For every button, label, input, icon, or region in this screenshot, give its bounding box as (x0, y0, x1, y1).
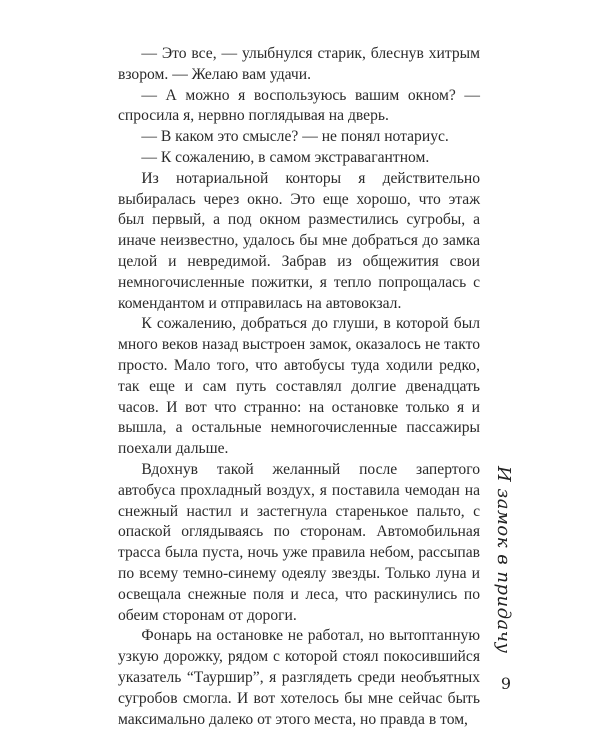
running-title: И замок в придачу (493, 466, 514, 654)
body-text (118, 44, 480, 730)
paragraph: — В каком это смысле? — не понял нотариус. (141, 128, 449, 146)
paragraph: Фонарь на остановке не работал, но вытоптанную узкую дорожку, рядом с которой стоял покосившийся указатель “Тауршир”, я разглядеть среди необъятных сугробов смогла. И вот хотелось бы мне сейчас быть максимально далеко от этого места, но правда в том, (118, 627, 480, 728)
paragraph: — А можно я воспользуюсь вашим окном? — спросила я, нервно поглядывая на дверь. (118, 86, 480, 125)
paragraph: — К сожалению, в самом экстравагантном. (141, 148, 430, 166)
paragraph: Вдохнув такой желанный после запертого автобуса прохладный воздух, я поставила чемодан на снежный настил и застегнула старенькое пальто, с опаской оглядываясь по сторонам. Автомобильная трасса была пуста, ночь уже правила небом, рассыпав по всему темно-синему одеялу звезды. Только луна и освещала снежные поля и леса, что раскинулись по обеим сторонам от дороги. (118, 460, 480, 624)
paragraph: К сожалению, добраться до глуши, в которой был много веков назад выстроен замок, оказалось не такто просто. Мало того, что автобусы туда ходили редко, так еще и сам путь составлял долгие двенадцать часов. И вот что странно: на остановке только я и вышла, а остальные немногочисленные пассажиры поехали дальше. (118, 315, 480, 458)
paragraph: — Это все, — улыбнулся старик, блеснув хитрым взором. — Желаю вам удачи. (118, 45, 480, 83)
paragraph: Из нотариальной конторы я действительно выбиралась через окно. Это еще хорошо, что этаж был первый, а под окном разместились сугробы, а иначе неизвестно, удалось бы мне добраться до замка целой и невредимой. Забрав из общежития свои немногочисленные пожитки, я тепло попрощалась с комендантом и отправилась на автовокзал. (118, 169, 480, 312)
page-number: 9 (500, 674, 512, 693)
